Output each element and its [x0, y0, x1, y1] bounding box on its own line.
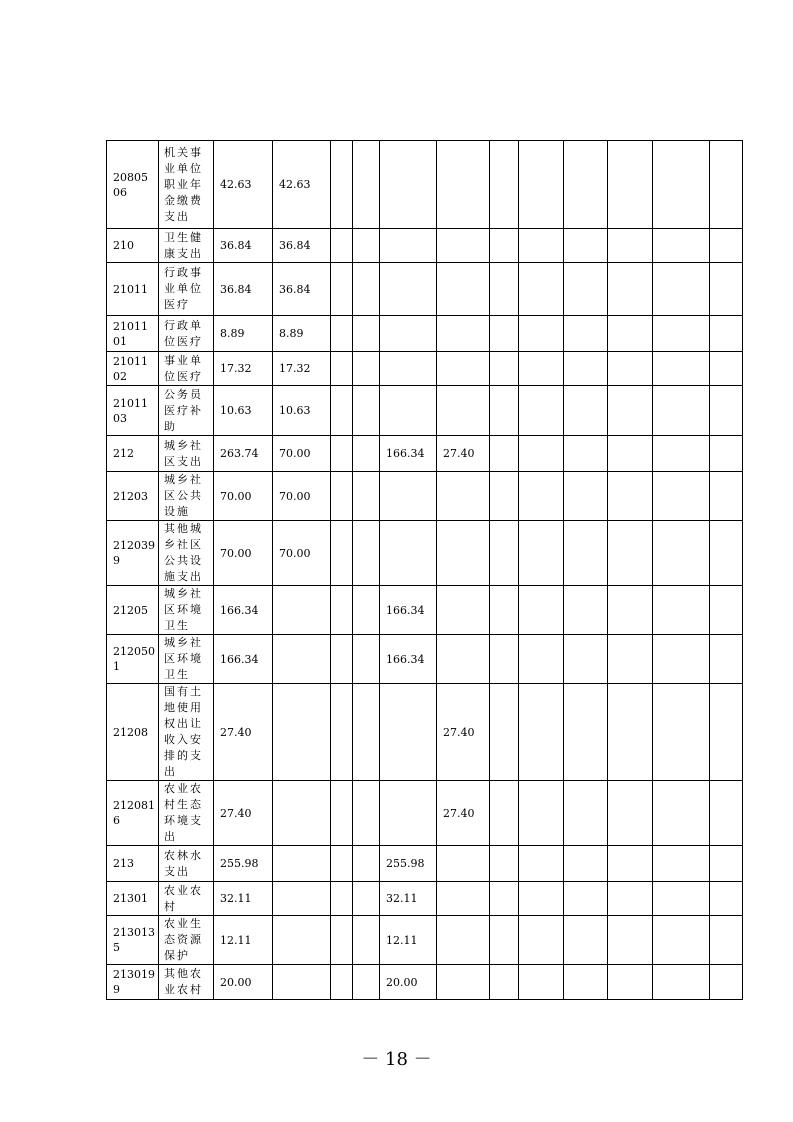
empty-cell — [519, 882, 564, 916]
empty-cell — [353, 521, 380, 586]
table-row — [107, 521, 743, 586]
total-amount-cell: 8.89 — [214, 316, 273, 352]
fund-budget-cell — [380, 781, 437, 846]
empty-cell — [519, 386, 564, 436]
fund-budget-cell — [380, 141, 437, 229]
fund-budget-cell — [380, 472, 437, 521]
account-code-cell: 210 — [107, 229, 159, 263]
empty-cell — [653, 846, 710, 882]
fund-budget-cell — [380, 352, 437, 386]
empty-cell — [564, 781, 608, 846]
table-row — [107, 781, 743, 846]
empty-cell — [519, 781, 564, 846]
empty-cell — [519, 586, 564, 635]
fund-budget-cell: 20.00 — [380, 965, 437, 1000]
empty-cell — [608, 916, 653, 965]
empty-cell — [353, 263, 380, 316]
empty-cell — [519, 141, 564, 229]
general-budget-cell: 42.63 — [273, 141, 331, 229]
fund-budget-cell: 166.34 — [380, 436, 437, 472]
account-name-cell: 农业生态资源保护 — [159, 916, 214, 965]
empty-cell — [653, 229, 710, 263]
empty-cell — [608, 882, 653, 916]
empty-cell — [653, 141, 710, 229]
land-fund-cell — [437, 916, 490, 965]
empty-cell — [331, 472, 353, 521]
account-code-cell: 21208 — [107, 684, 159, 781]
total-amount-cell: 32.11 — [214, 882, 273, 916]
empty-cell — [564, 141, 608, 229]
empty-cell — [353, 846, 380, 882]
general-budget-cell: 70.00 — [273, 436, 331, 472]
table-row — [107, 263, 743, 316]
empty-cell — [564, 386, 608, 436]
empty-cell — [331, 916, 353, 965]
budget-table — [106, 140, 743, 1000]
total-amount-cell: 17.32 — [214, 352, 273, 386]
fund-budget-cell — [380, 386, 437, 436]
fund-budget-cell — [380, 684, 437, 781]
empty-cell — [710, 684, 743, 781]
general-budget-cell — [273, 781, 331, 846]
land-fund-cell — [437, 635, 490, 684]
empty-cell — [490, 521, 519, 586]
land-fund-cell — [437, 141, 490, 229]
fund-budget-cell: 12.11 — [380, 916, 437, 965]
land-fund-cell — [437, 882, 490, 916]
empty-cell — [710, 141, 743, 229]
account-code-cell: 21011 02 — [107, 352, 159, 386]
empty-cell — [653, 316, 710, 352]
table-row — [107, 882, 743, 916]
empty-cell — [564, 916, 608, 965]
land-fund-cell — [437, 965, 490, 1000]
account-name-cell: 国有土地使用权出让收入安排的支出 — [159, 684, 214, 781]
general-budget-cell — [273, 965, 331, 1000]
empty-cell — [519, 846, 564, 882]
total-amount-cell: 70.00 — [214, 472, 273, 521]
general-budget-cell — [273, 916, 331, 965]
empty-cell — [653, 263, 710, 316]
empty-cell — [710, 916, 743, 965]
empty-cell — [564, 882, 608, 916]
empty-cell — [608, 316, 653, 352]
land-fund-cell — [437, 229, 490, 263]
empty-cell — [490, 436, 519, 472]
empty-cell — [353, 916, 380, 965]
account-name-cell: 其他农业农村 — [159, 965, 214, 1000]
empty-cell — [564, 229, 608, 263]
empty-cell — [564, 263, 608, 316]
empty-cell — [490, 263, 519, 316]
empty-cell — [519, 316, 564, 352]
empty-cell — [490, 316, 519, 352]
total-amount-cell: 166.34 — [214, 586, 273, 635]
account-name-cell: 城乡社区环境卫生 — [159, 586, 214, 635]
land-fund-cell — [437, 386, 490, 436]
empty-cell — [564, 521, 608, 586]
fund-budget-cell: 166.34 — [380, 635, 437, 684]
table-row — [107, 141, 743, 229]
empty-cell — [519, 965, 564, 1000]
table-row — [107, 229, 743, 263]
empty-cell — [519, 472, 564, 521]
land-fund-cell — [437, 352, 490, 386]
empty-cell — [490, 229, 519, 263]
empty-cell — [490, 386, 519, 436]
account-name-cell: 城乡社区支出 — [159, 436, 214, 472]
account-code-cell: 213019 9 — [107, 965, 159, 1000]
empty-cell — [710, 521, 743, 586]
total-amount-cell: 70.00 — [214, 521, 273, 586]
empty-cell — [564, 436, 608, 472]
empty-cell — [490, 846, 519, 882]
empty-cell — [353, 436, 380, 472]
empty-cell — [331, 781, 353, 846]
empty-cell — [490, 472, 519, 521]
general-budget-cell — [273, 882, 331, 916]
empty-cell — [353, 965, 380, 1000]
account-code-cell: 21205 — [107, 586, 159, 635]
table-row — [107, 436, 743, 472]
empty-cell — [564, 352, 608, 386]
empty-cell — [353, 386, 380, 436]
empty-cell — [653, 781, 710, 846]
land-fund-cell: 27.40 — [437, 684, 490, 781]
table-body — [107, 141, 743, 1000]
empty-cell — [331, 521, 353, 586]
empty-cell — [519, 635, 564, 684]
account-name-cell: 机关事业单位职业年金缴费支出 — [159, 141, 214, 229]
table-row — [107, 635, 743, 684]
total-amount-cell: 27.40 — [214, 684, 273, 781]
account-code-cell: 21011 — [107, 263, 159, 316]
empty-cell — [653, 386, 710, 436]
account-name-cell: 农业农村生态环境支出 — [159, 781, 214, 846]
account-name-cell: 公务员医疗补助 — [159, 386, 214, 436]
account-name-cell: 卫生健康支出 — [159, 229, 214, 263]
account-code-cell: 21011 03 — [107, 386, 159, 436]
empty-cell — [710, 586, 743, 635]
empty-cell — [653, 916, 710, 965]
empty-cell — [653, 352, 710, 386]
empty-cell — [331, 386, 353, 436]
general-budget-cell — [273, 684, 331, 781]
empty-cell — [519, 436, 564, 472]
total-amount-cell: 42.63 — [214, 141, 273, 229]
empty-cell — [490, 882, 519, 916]
empty-cell — [519, 263, 564, 316]
general-budget-cell: 36.84 — [273, 229, 331, 263]
table-row — [107, 352, 743, 386]
empty-cell — [564, 846, 608, 882]
empty-cell — [608, 586, 653, 635]
empty-cell — [331, 436, 353, 472]
account-code-cell: 212050 1 — [107, 635, 159, 684]
empty-cell — [608, 229, 653, 263]
page-number: － 18 － — [361, 1049, 432, 1070]
empty-cell — [490, 352, 519, 386]
empty-cell — [653, 965, 710, 1000]
empty-cell — [564, 684, 608, 781]
total-amount-cell: 10.63 — [214, 386, 273, 436]
empty-cell — [608, 386, 653, 436]
empty-cell — [608, 263, 653, 316]
empty-cell — [710, 635, 743, 684]
empty-cell — [331, 635, 353, 684]
total-amount-cell: 36.84 — [214, 263, 273, 316]
table-row — [107, 965, 743, 1000]
empty-cell — [608, 521, 653, 586]
account-code-cell: 212 — [107, 436, 159, 472]
general-budget-cell — [273, 846, 331, 882]
empty-cell — [353, 781, 380, 846]
fund-budget-cell — [380, 521, 437, 586]
empty-cell — [331, 684, 353, 781]
land-fund-cell — [437, 586, 490, 635]
land-fund-cell: 27.40 — [437, 781, 490, 846]
empty-cell — [353, 229, 380, 263]
account-name-cell: 行政单位医疗 — [159, 316, 214, 352]
general-budget-cell: 70.00 — [273, 472, 331, 521]
empty-cell — [353, 352, 380, 386]
total-amount-cell: 20.00 — [214, 965, 273, 1000]
empty-cell — [331, 882, 353, 916]
fund-budget-cell: 32.11 — [380, 882, 437, 916]
empty-cell — [490, 586, 519, 635]
empty-cell — [564, 635, 608, 684]
account-name-cell: 其他城乡社区公共设施支出 — [159, 521, 214, 586]
total-amount-cell: 263.74 — [214, 436, 273, 472]
land-fund-cell — [437, 316, 490, 352]
total-amount-cell: 27.40 — [214, 781, 273, 846]
general-budget-cell: 70.00 — [273, 521, 331, 586]
empty-cell — [710, 352, 743, 386]
account-code-cell: 20805 06 — [107, 141, 159, 229]
empty-cell — [353, 635, 380, 684]
empty-cell — [519, 916, 564, 965]
fund-budget-cell — [380, 229, 437, 263]
empty-cell — [353, 316, 380, 352]
fund-budget-cell: 166.34 — [380, 586, 437, 635]
total-amount-cell: 166.34 — [214, 635, 273, 684]
fund-budget-cell — [380, 263, 437, 316]
empty-cell — [564, 965, 608, 1000]
empty-cell — [653, 472, 710, 521]
land-fund-cell: 27.40 — [437, 436, 490, 472]
fund-budget-cell — [380, 316, 437, 352]
account-name-cell: 城乡社区环境卫生 — [159, 635, 214, 684]
empty-cell — [608, 846, 653, 882]
empty-cell — [710, 316, 743, 352]
general-budget-cell — [273, 586, 331, 635]
general-budget-cell: 17.32 — [273, 352, 331, 386]
account-name-cell: 农林水支出 — [159, 846, 214, 882]
empty-cell — [710, 229, 743, 263]
table-row — [107, 386, 743, 436]
empty-cell — [353, 586, 380, 635]
empty-cell — [608, 781, 653, 846]
empty-cell — [331, 316, 353, 352]
empty-cell — [353, 882, 380, 916]
empty-cell — [653, 586, 710, 635]
empty-cell — [331, 846, 353, 882]
empty-cell — [519, 229, 564, 263]
empty-cell — [353, 684, 380, 781]
empty-cell — [608, 635, 653, 684]
empty-cell — [710, 386, 743, 436]
account-name-cell: 城乡社区公共设施 — [159, 472, 214, 521]
empty-cell — [564, 472, 608, 521]
general-budget-cell — [273, 635, 331, 684]
account-name-cell: 事业单位医疗 — [159, 352, 214, 386]
account-code-cell: 212081 6 — [107, 781, 159, 846]
empty-cell — [653, 684, 710, 781]
table-row — [107, 586, 743, 635]
table-row — [107, 472, 743, 521]
empty-cell — [490, 635, 519, 684]
empty-cell — [710, 965, 743, 1000]
total-amount-cell: 12.11 — [214, 916, 273, 965]
empty-cell — [519, 352, 564, 386]
land-fund-cell — [437, 846, 490, 882]
account-code-cell: 21203 — [107, 472, 159, 521]
empty-cell — [564, 586, 608, 635]
empty-cell — [490, 684, 519, 781]
account-code-cell: 21301 — [107, 882, 159, 916]
general-budget-cell: 10.63 — [273, 386, 331, 436]
empty-cell — [331, 229, 353, 263]
account-name-cell: 行政事业单位医疗 — [159, 263, 214, 316]
land-fund-cell — [437, 521, 490, 586]
empty-cell — [331, 586, 353, 635]
empty-cell — [608, 352, 653, 386]
empty-cell — [653, 882, 710, 916]
empty-cell — [519, 684, 564, 781]
table-row — [107, 684, 743, 781]
empty-cell — [653, 635, 710, 684]
empty-cell — [353, 141, 380, 229]
empty-cell — [710, 263, 743, 316]
empty-cell — [490, 965, 519, 1000]
empty-cell — [608, 436, 653, 472]
general-budget-cell: 8.89 — [273, 316, 331, 352]
table-row — [107, 846, 743, 882]
empty-cell — [710, 472, 743, 521]
table-row — [107, 916, 743, 965]
empty-cell — [353, 472, 380, 521]
general-budget-cell: 36.84 — [273, 263, 331, 316]
empty-cell — [331, 263, 353, 316]
land-fund-cell — [437, 472, 490, 521]
account-name-cell: 农业农村 — [159, 882, 214, 916]
account-code-cell: 212039 9 — [107, 521, 159, 586]
table-row — [107, 316, 743, 352]
total-amount-cell: 36.84 — [214, 229, 273, 263]
empty-cell — [490, 781, 519, 846]
empty-cell — [331, 141, 353, 229]
empty-cell — [608, 965, 653, 1000]
empty-cell — [710, 882, 743, 916]
empty-cell — [490, 916, 519, 965]
empty-cell — [331, 965, 353, 1000]
empty-cell — [710, 436, 743, 472]
empty-cell — [608, 472, 653, 521]
account-code-cell: 213 — [107, 846, 159, 882]
fund-budget-cell: 255.98 — [380, 846, 437, 882]
empty-cell — [564, 316, 608, 352]
empty-cell — [519, 521, 564, 586]
land-fund-cell — [437, 263, 490, 316]
empty-cell — [653, 436, 710, 472]
empty-cell — [490, 141, 519, 229]
account-code-cell: 213013 5 — [107, 916, 159, 965]
empty-cell — [653, 521, 710, 586]
empty-cell — [608, 141, 653, 229]
empty-cell — [710, 846, 743, 882]
empty-cell — [608, 684, 653, 781]
empty-cell — [331, 352, 353, 386]
total-amount-cell: 255.98 — [214, 846, 273, 882]
empty-cell — [710, 781, 743, 846]
account-code-cell: 21011 01 — [107, 316, 159, 352]
